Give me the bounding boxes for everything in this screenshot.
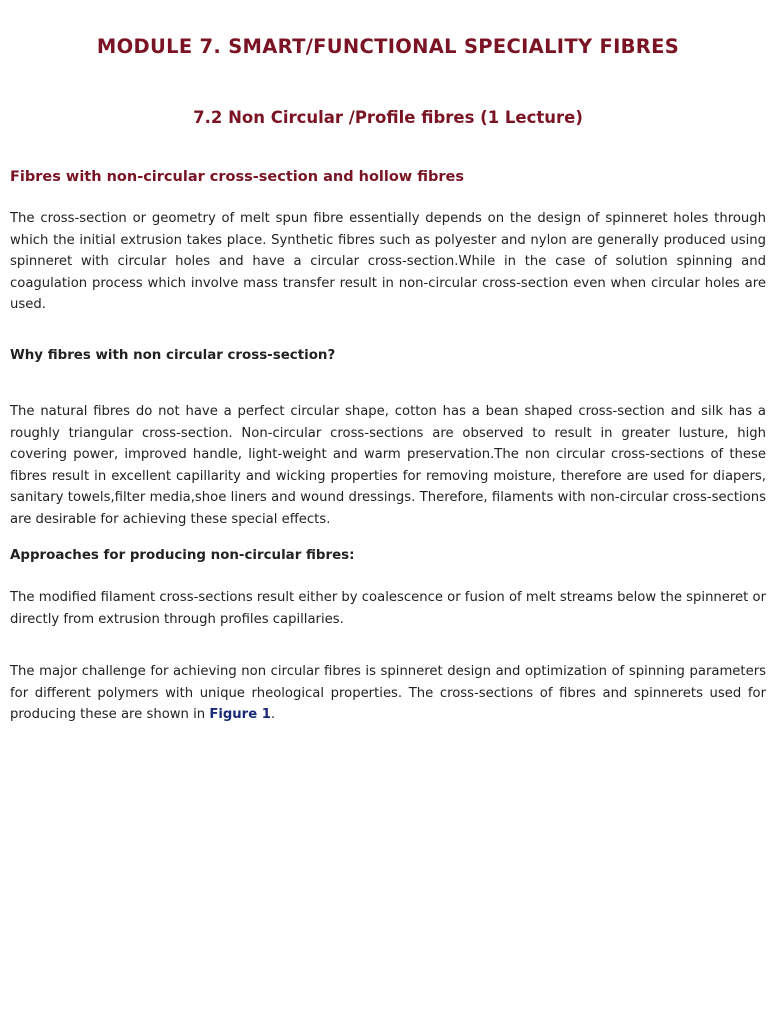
subheading-approaches: Approaches for producing non-circular fibres: <box>10 548 355 563</box>
figure-1-link[interactable]: Figure 1 <box>209 707 271 723</box>
paragraph-spinneret-challenge <box>10 661 766 726</box>
subheading-why-non-circular: Why fibres with non circular cross-section? <box>10 348 336 363</box>
paragraph-natural-fibres: The natural fibres do not have a perfect circular shape, cotton has a bean shaped cross-section and silk has a roughly triangular cross-section. Non-circular cross-sections are observed to result in greater lusture, high covering power, improved handle, light-weight and warm preservation.The non circular cross-sections of these fibres result in excellent capillarity and wicking properties for removing moisture, therefore are used for diapers, sanitary towels,filter media,shoe liners and wound dressings. Therefore, filaments with non-circular cross-sections are desirable for achieving these special effects. <box>10 404 766 527</box>
section-title: Fibres with non-circular cross-section and hollow fibres <box>10 168 464 185</box>
module-title: MODULE 7. SMART/FUNCTIONAL SPECIALITY FIBRES <box>96 35 680 59</box>
paragraph-modified-filaments: The modified filament cross-sections result either by coalescence or fusion of melt streams below the spinneret or directly from extrusion through profiles capillaries. <box>10 590 766 627</box>
paragraph-melt-spun-geometry: The cross-section or geometry of melt spun fibre essentially depends on the design of spinneret holes through which the initial extrusion takes place. Synthetic fibres such as polyester and nylon are generally produced using spinneret with circular holes and have a circular cross-section.While in the case of solution spinning and coagulation process which involve mass transfer result in non-circular cross-section even when circular holes are used. <box>10 211 766 313</box>
paragraph-spinneret-text: The major challenge for achieving non circular fibres is spinneret design and optimization of spinning parameters for different polymers with unique rheological properties. The cross-sections of fibres and spinnerets used for producing these are shown in <box>10 664 766 723</box>
lecture-title: 7.2 Non Circular /Profile fibres (1 Lecture) <box>193 107 583 127</box>
paragraph-spinneret-period: . <box>270 707 276 723</box>
